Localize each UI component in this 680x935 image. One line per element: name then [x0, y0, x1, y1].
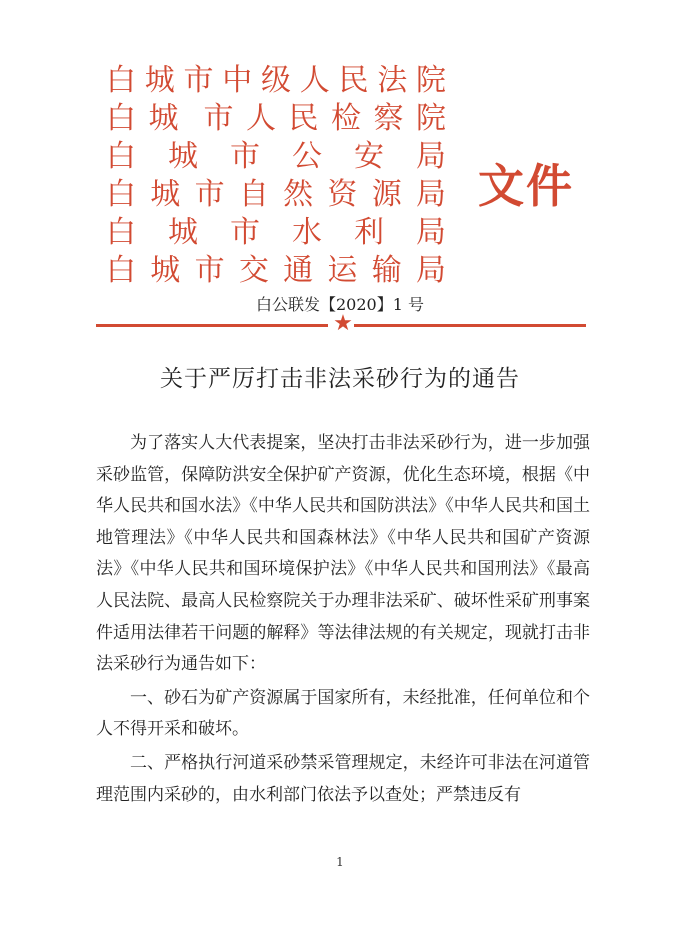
- rule-line-left: [96, 324, 328, 327]
- document-word: 文件: [478, 159, 574, 213]
- notice-body: [96, 428, 590, 811]
- rule-line-right: [354, 324, 586, 327]
- document-number: 白公联发【2020】1 号: [256, 295, 424, 314]
- body-paragraph: 二、严格执行河道采砂禁采管理规定，未经许可非法在河道管理范围内采砂的，由水利部门依法予以查处；严禁违反有: [96, 752, 590, 805]
- red-header-rule: [96, 311, 586, 336]
- page-number: 1: [336, 855, 344, 869]
- issuer-line: 白 城 市 中 级 人 民 法 院: [106, 63, 446, 98]
- issuer-line: 白 城 市 水 利 局: [106, 215, 446, 250]
- issuer-line: 白 城 市 自 然 资 源 局: [106, 177, 446, 212]
- issuer-line: 白 城 市 交 通 运 输 局: [106, 253, 446, 288]
- issuer-line: 白 城 市 公 安 局: [106, 139, 446, 174]
- notice-title: 关于严厉打击非法采砂行为的通告: [160, 366, 520, 392]
- issuer-line: 白 城 市 人 民 检 察 院: [106, 101, 446, 136]
- star-icon: ★: [333, 311, 353, 336]
- body-paragraph: 一、砂石为矿产资源属于国家所有，未经批准，任何单位和个人不得开采和破坏。: [96, 687, 590, 740]
- issuing-authorities: [106, 62, 446, 290]
- body-paragraph: 为了落实人大代表提案，坚决打击非法采砂行为，进一步加强采砂监管，保障防洪安全保护矿产资源，优化生态环境，根据《中华人民共和国水法》《中华人民共和国防洪法》《中华人民共和国土地管理法》《中华人民共和国森林法》《中华人民共和国矿产资源法》《中华人民共和国环境保护法》《中华人民共和国刑法》《最高人民法院、最高人民检察院关于办理非法采矿、破坏性采矿刑事案件适用法律若干问题的解释》等法律法规的有关规定，现就打击非法采砂行为通告如下：: [96, 433, 590, 675]
